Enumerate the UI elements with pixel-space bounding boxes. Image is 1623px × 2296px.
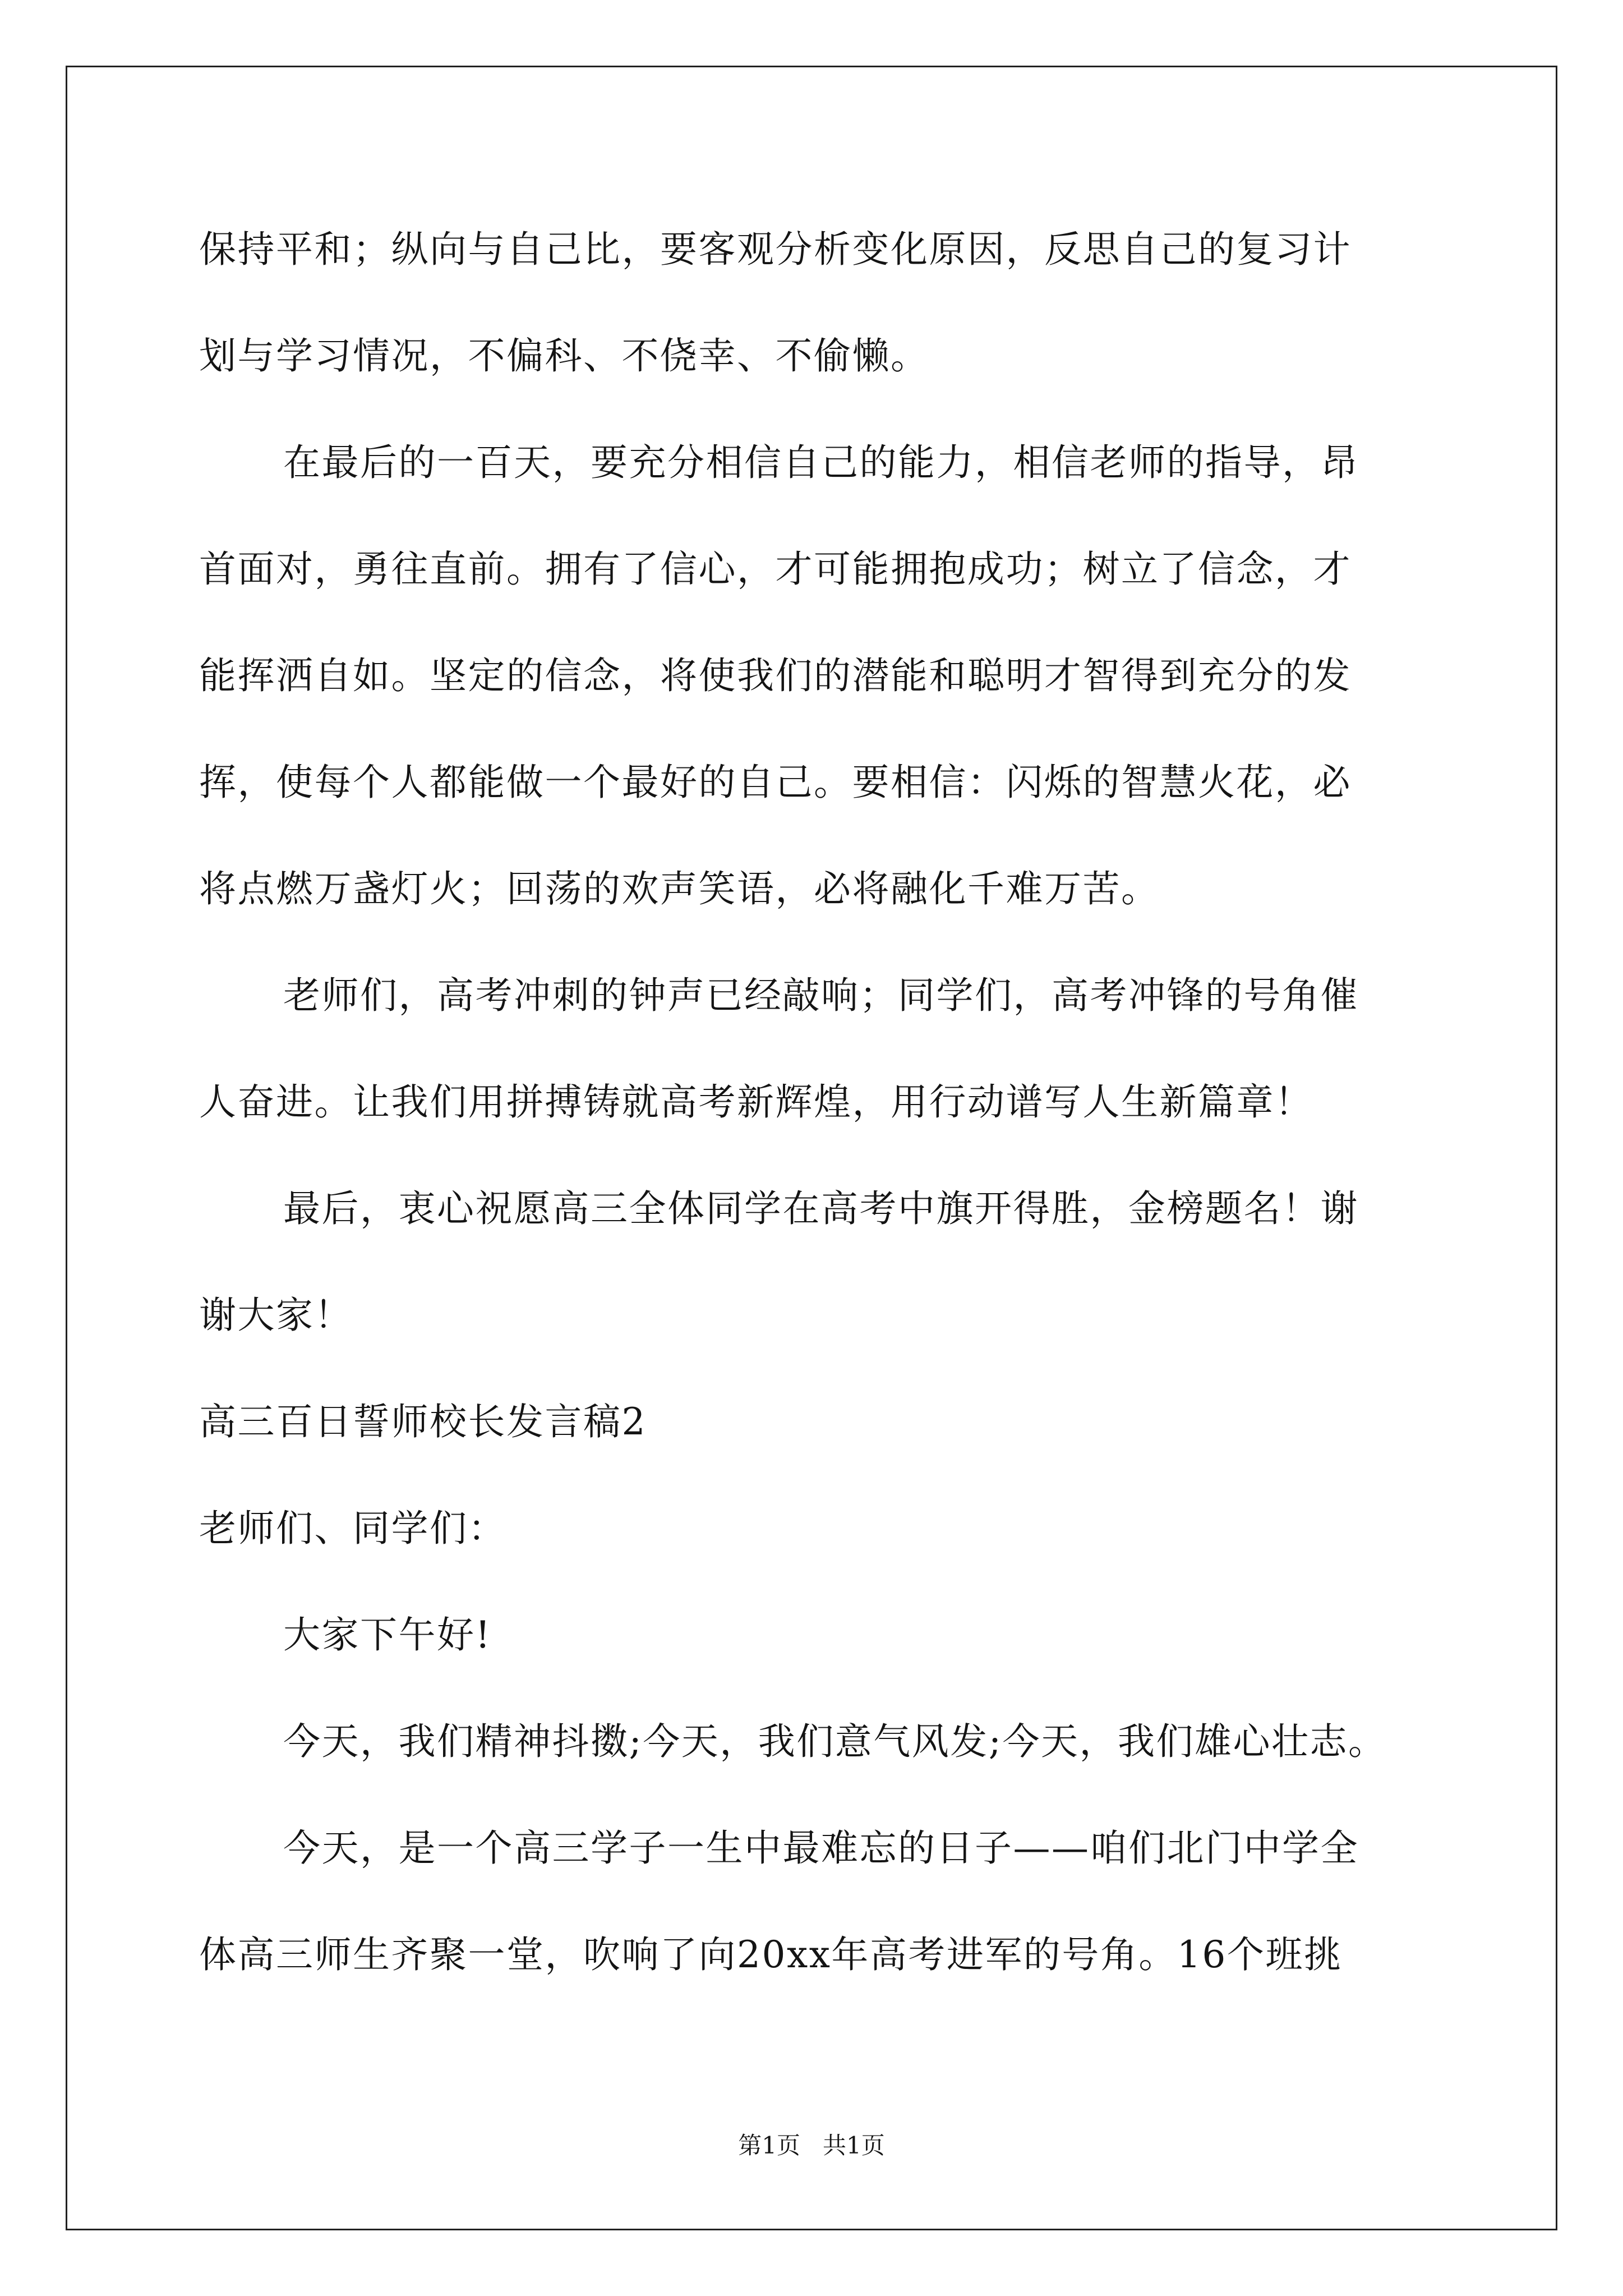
- text-line: 划与学习情况，不偏科、不侥幸、不偷懒。: [199, 334, 929, 378]
- text-line: 能挥洒自如。坚定的信念，将使我们的潜能和聪明才智得到充分的发: [199, 654, 1352, 697]
- text-line: 谢大家！: [199, 1294, 353, 1337]
- text-line: 体高三师生齐聚一堂，吹响了向20xx年高考进军的号角。16个班挑: [199, 1933, 1343, 1976]
- salutation: 老师们、同学们：: [199, 1507, 506, 1550]
- text-line: 最后，衷心祝愿高三全体同学在高考中旗开得胜，金榜题名！谢: [283, 1187, 1359, 1230]
- text-line: 今天，我们精神抖擞;今天，我们意气风发;今天，我们雄心壮志。: [283, 1720, 1387, 1763]
- text-line: 将点燃万盏灯火；回荡的欢声笑语，必将融化千难万苦。: [199, 867, 1160, 910]
- text-line: 老师们，高考冲刺的钟声已经敲响；同学们，高考冲锋的号角催: [283, 974, 1359, 1017]
- section-title: 高三百日誓师校长发言稿2: [199, 1400, 647, 1443]
- text-line: 今天，是一个高三学子一生中最难忘的日子——咱们北门中学全: [283, 1826, 1359, 1870]
- text-line: 在最后的一百天，要充分相信自己的能力，相信老师的指导，昂: [283, 441, 1359, 484]
- text-line: 挥，使每个人都能做一个最好的自己。要相信：闪烁的智慧火花，必: [199, 761, 1352, 804]
- page-footer: 第1页 共1页: [738, 2132, 885, 2159]
- text-line: 保持平和；纵向与自己比，要客观分析变化原因，反思自己的复习计: [199, 228, 1352, 271]
- text-line: 人奋进。让我们用拼搏铸就高考新辉煌，用行动谱写人生新篇章！: [199, 1080, 1313, 1124]
- greeting: 大家下午好!: [283, 1613, 492, 1657]
- page-border: [66, 66, 1557, 2230]
- text-line: 首面对，勇往直前。拥有了信心，才可能拥抱成功；树立了信念，才: [199, 547, 1352, 591]
